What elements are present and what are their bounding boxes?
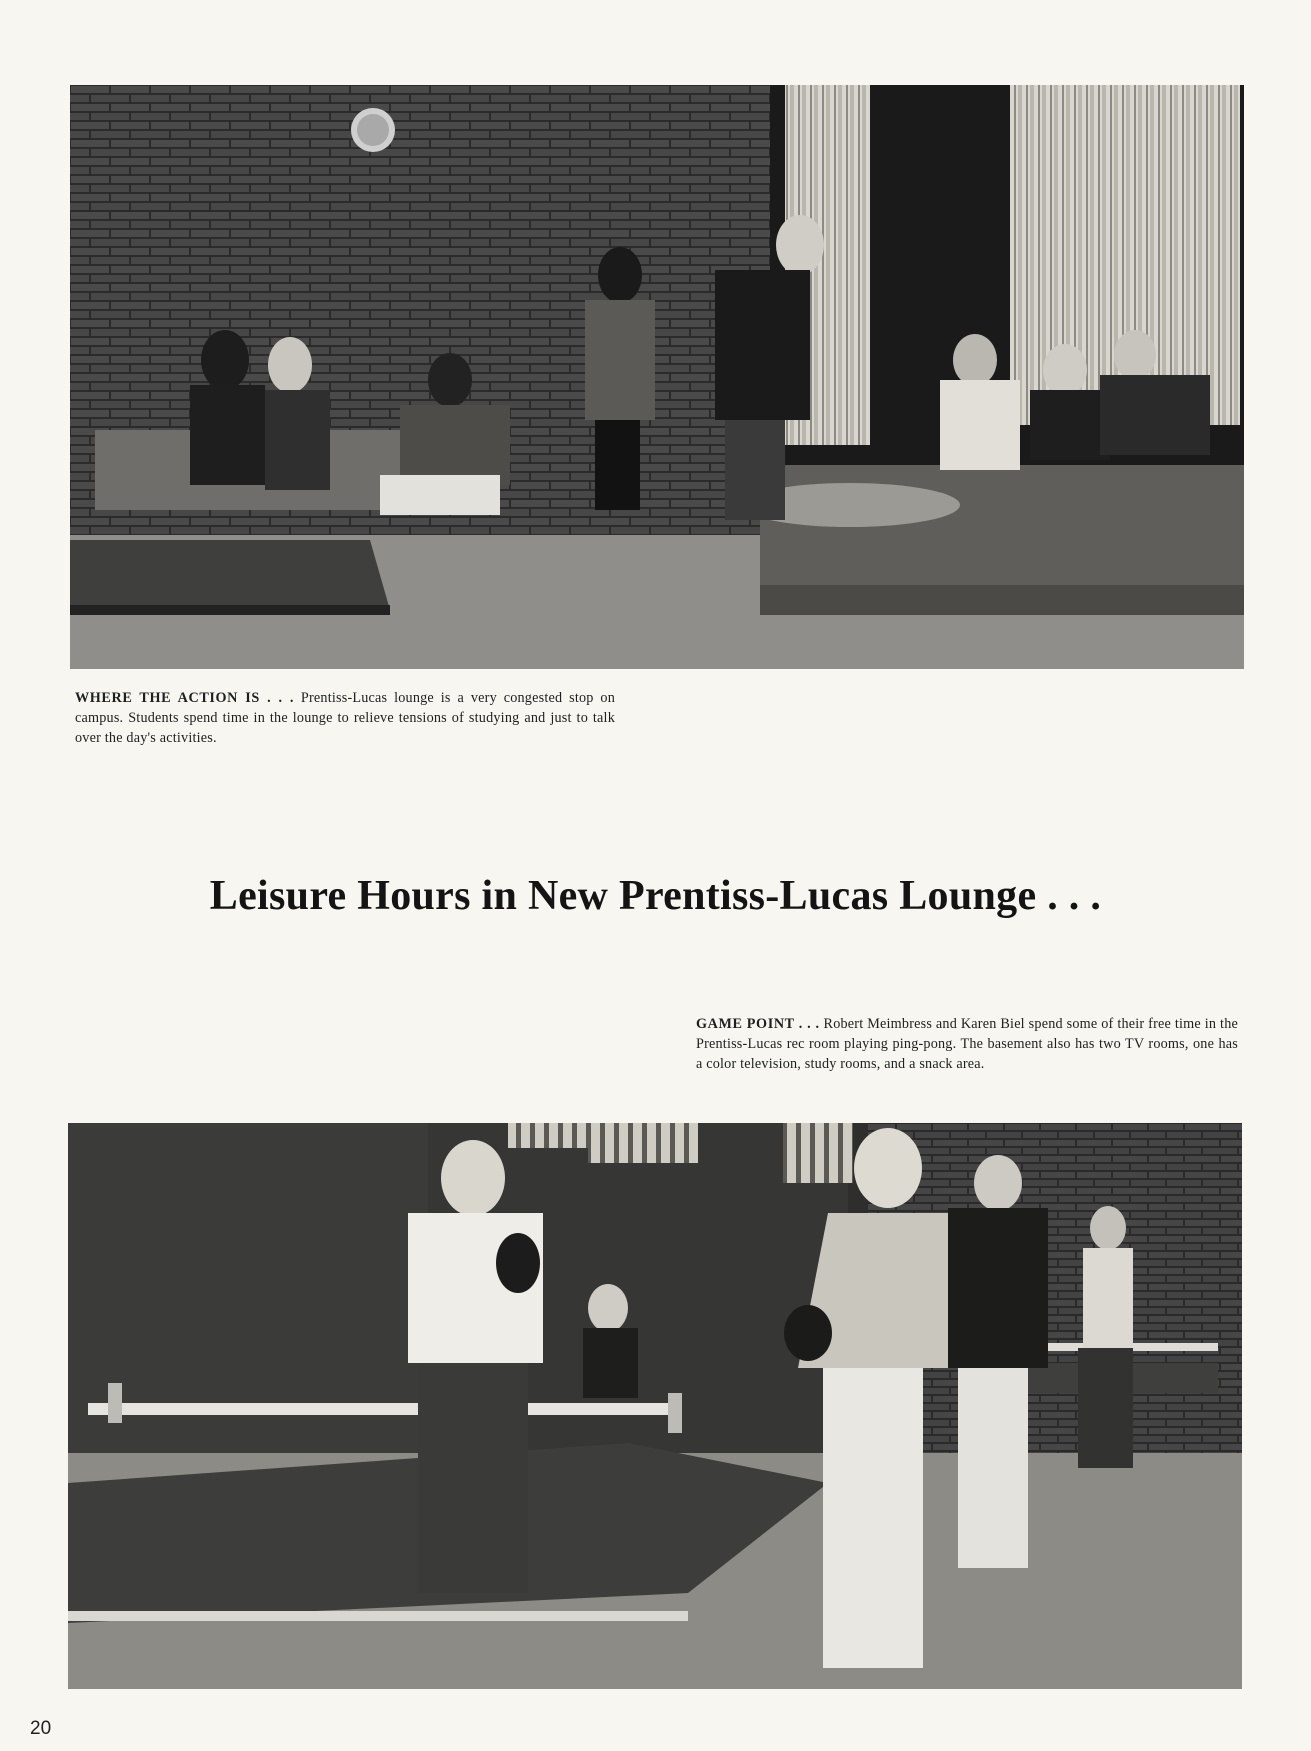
lounge-caption-text: Prentiss-Lucas lounge is a very congested stop on campus. Students spend time in the lounge to relieve tensions of studying and just to talk over the day's activities. (75, 690, 615, 746)
pingpong-caption (696, 1014, 1238, 1074)
lounge-photo-image (70, 85, 1244, 669)
page-headline: Leisure Hours in New Prentiss-Lucas Lounge . . . (209, 873, 1102, 919)
pingpong-caption-lead: GAME POINT . . . (696, 1016, 820, 1032)
lounge-photo (70, 85, 1244, 669)
pingpong-photo (68, 1123, 1242, 1689)
lounge-caption-lead: WHERE THE ACTION IS . . . (75, 690, 295, 706)
page-number: 20 (30, 1718, 52, 1739)
pingpong-caption-text: Robert Meimbress and Karen Biel spend some of their free time in the Prentiss-Lucas rec room playing ping-pong. The basement also has two TV rooms, one has a color television, study rooms, and a snack area. (696, 1016, 1238, 1072)
lounge-caption (75, 688, 615, 748)
pingpong-photo-image (68, 1123, 1242, 1689)
